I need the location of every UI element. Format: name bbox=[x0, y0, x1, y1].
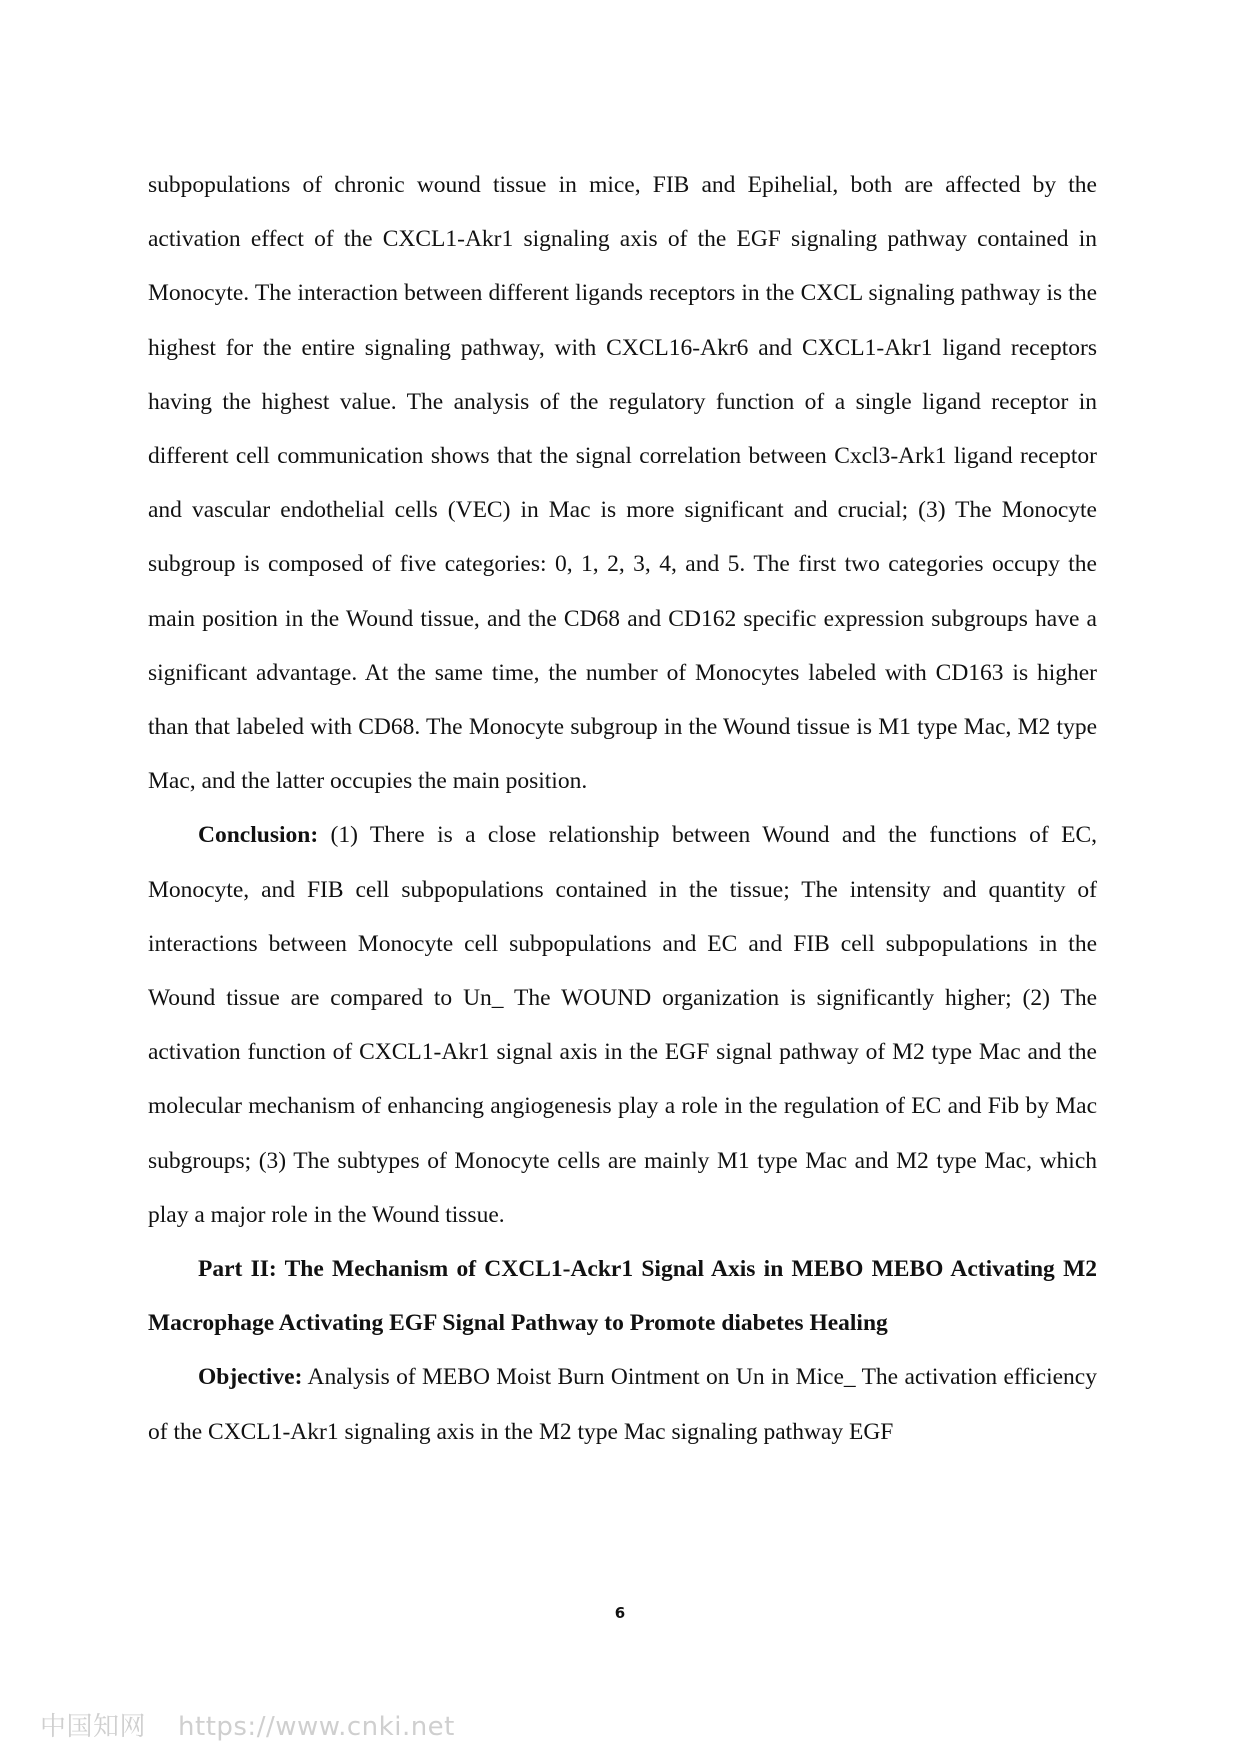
watermark-url: https://www.cnki.net bbox=[178, 1712, 455, 1742]
section-heading-part-ii: Part II: The Mechanism of CXCL1-Ackr1 Signal Axis in MEBO MEBO Activating M2 Macrophage Activating EGF Signal Pathway to Promote diabetes Healing bbox=[148, 1256, 1097, 1337]
objective-paragraph bbox=[148, 1350, 1097, 1458]
page-body bbox=[148, 158, 1097, 1459]
cnki-watermark bbox=[40, 1706, 455, 1743]
page-number: 6 bbox=[614, 1604, 626, 1622]
watermark-brand: 中国知网 bbox=[40, 1712, 147, 1742]
conclusion-label: Conclusion: bbox=[198, 822, 319, 849]
conclusion-paragraph bbox=[148, 808, 1097, 1242]
objective-text: Analysis of MEBO Moist Burn Ointment on Un in Mice_ The activation efficiency of the CXCL1-Akr1 signaling axis in the M2 type Mac signaling pathway EGF bbox=[148, 1364, 1097, 1445]
results-paragraph-continued: subpopulations of chronic wound tissue in mice, FIB and Epihelial, both are affected by the activation effect of the CXCL1-Akr1 signaling axis of the EGF signaling pathway contained in Monocyte. The interaction between different ligands receptors in the CXCL signaling pathway is the highest for the entire signaling pathway, with CXCL16-Akr6 and CXCL1-Akr1 ligand receptors having the highest value. The analysis of the regulatory function of a single ligand receptor in different cell communication shows that the signal correlation between Cxcl3-Ark1 ligand receptor and vascular endothelial cells (VEC) in Mac is more significant and crucial; (3) The Monocyte subgroup is composed of five categories: 0, 1, 2, 3, 4, and 5. The first two categories occupy the main position in the Wound tissue, and the CD68 and CD162 specific expression subgroups have a significant advantage. At the same time, the number of Monocytes labeled with CD163 is higher than that labeled with CD68. The Monocyte subgroup in the Wound tissue is M1 type Mac, M2 type Mac, and the latter occupies the main position. bbox=[148, 172, 1097, 795]
objective-label: Objective: bbox=[198, 1364, 303, 1391]
conclusion-text: (1) There is a close relationship between Wound and the functions of EC, Monocyte, and FIB cell subpopulations contained in the tissue; The intensity and quantity of interactions between Monocyte cell subpopulations and EC and FIB cell subpopulations in the Wound tissue are compared to Un_ The WOUND organization is significantly higher; (2) The activation function of CXCL1-Akr1 signal axis in the EGF signal pathway of M2 type Mac and the molecular mechanism of enhancing angiogenesis play a role in the regulation of EC and Fib by Mac subgroups; (3) The subtypes of Monocyte cells are mainly M1 type Mac and M2 type Mac, which play a major role in the Wound tissue. bbox=[148, 822, 1097, 1228]
